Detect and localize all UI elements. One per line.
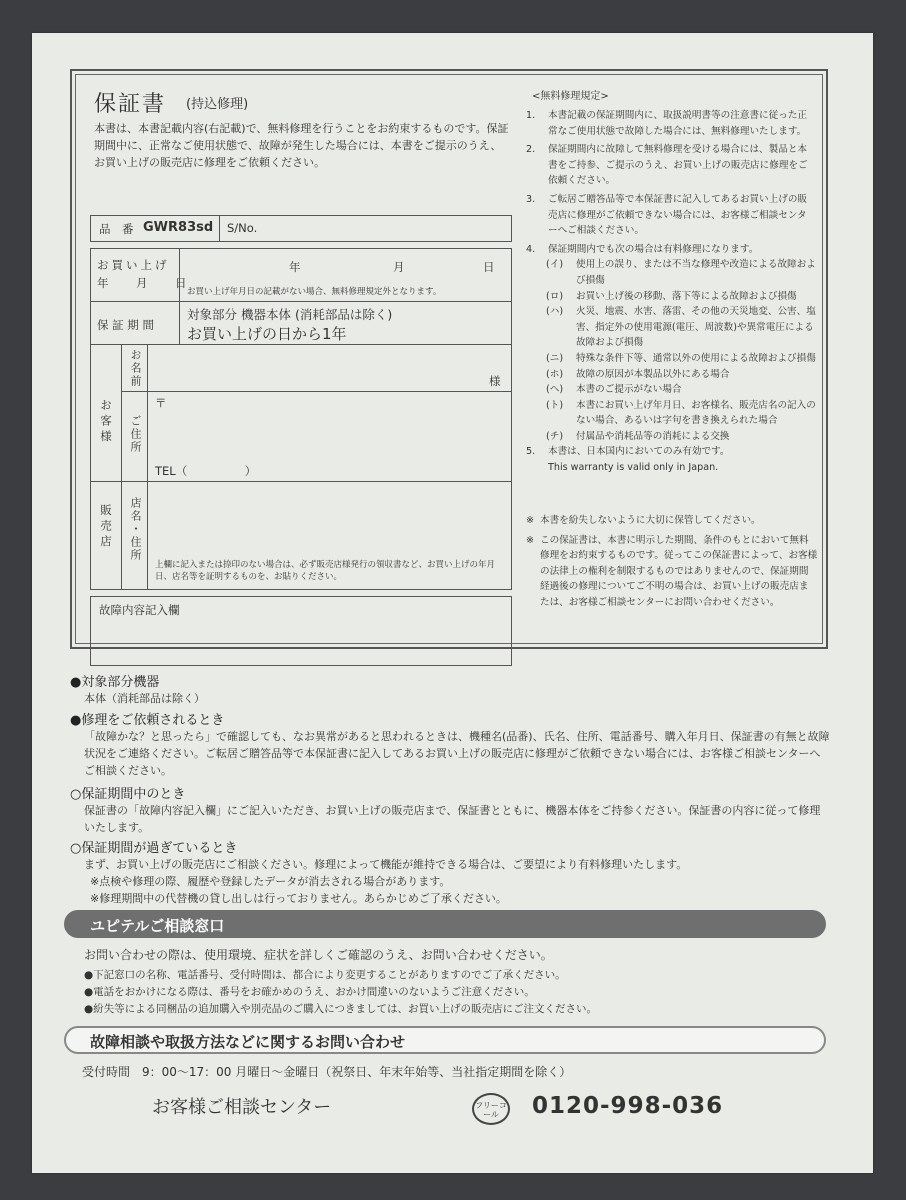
rule-item: 5. 本書は、日本国内においてのみ有効です。 This warranty is valid only in Japan.	[526, 446, 730, 474]
warranty-sheet	[32, 33, 873, 1173]
purchase-date-label: お買い上げ	[97, 258, 170, 272]
rule-item: 4. 保証期間内でも次の場合は有料修理になります。	[526, 243, 759, 255]
date-day: 日	[483, 260, 495, 274]
warranty-card	[70, 69, 828, 649]
date-month: 月	[393, 260, 405, 274]
in-warranty-body: 保証書の「故障内容記入欄」にご記入いただき、お買い上げの販売店まで、保証書とともに、機器本体をご持参ください。保証書の内容に従って修理いたします。	[84, 804, 821, 834]
freecall-icon: フリーコール	[472, 1093, 510, 1125]
period-value: お買い上げの日から1年	[187, 325, 347, 343]
business-hours: 受付時間 9：00～17：00 月曜日～金曜日（祝祭日、年末年始等、当社指定期間を除く）	[82, 1065, 572, 1079]
out-of-warranty-note-1: ※点検や修理の際、履歴や登録したデータが消去される場合があります。	[90, 875, 451, 888]
section-in-warranty	[70, 783, 830, 836]
inquiry-bar	[64, 1026, 826, 1054]
contact-bar-title: ユピテルご相談窓口	[90, 917, 225, 935]
inquiry-bar-title: 故障相談や取扱方法などに関するお問い合わせ	[90, 1033, 406, 1051]
fault-label: 故障内容記入欄	[99, 603, 180, 617]
shop-label: 販売店	[99, 504, 113, 551]
rule-sub-item: (ヘ) 本書のご提示がない場合	[546, 384, 682, 396]
postal-mark: 〒	[155, 396, 167, 410]
model-label: 品 番	[99, 222, 134, 236]
target-parts-body: 本体（消耗部品は除く）	[84, 692, 205, 705]
rule-item: 3. ご転居ご贈答品等で本保証書に記入してあるお買い上げの販売店に修理がご依頼できない場合には、お客様ご相談センターへご相談ください。	[526, 193, 808, 237]
rules-heading: <無料修理規定>	[532, 91, 609, 102]
contact-lead: お問い合わせの際は、使用環境、症状を詳しくご確認のうえ、お問い合わせください。	[84, 948, 553, 962]
section-repair-request	[70, 709, 830, 779]
period-target: 対象部分 機器本体 (消耗部品は除く)	[187, 307, 393, 322]
rule-sub-item: (ハ) 火災、地震、水害、落雷、その他の天災地変、公害、塩害、指定外の使用電源(電圧、周波数)や異常電圧による故障および損傷	[546, 306, 816, 349]
repair-request-title: ●修理をご依頼されるとき	[70, 713, 225, 728]
contact-bullet: ●電話をおかけになる際は、番号をお確かめのうえ、おかけ間違いのないようご注意ください。	[84, 986, 535, 998]
warranty-notes	[526, 513, 818, 611]
model-row	[90, 215, 512, 242]
warranty-type: (持込修理)	[186, 97, 249, 112]
out-of-warranty-note-2: ※修理期間中の代替機の貸し出しは行っておりません。あらかじめご了承ください。	[90, 892, 507, 905]
serial-label: S/No.	[227, 221, 258, 235]
rule-sub-item: (ニ) 特殊な条件下等、通常以外の使用による故障および損傷	[546, 352, 816, 364]
rule-item: 1. 本書記載の保証期間内に、取扱説明書等の注意書に従った正常なご使用状態で故障した場合には、無料修理いたします。	[526, 110, 808, 137]
customer-label: お客様	[99, 399, 113, 446]
phone-number[interactable]: 0120-998-036	[532, 1093, 724, 1119]
contact-bullets	[84, 967, 844, 1018]
repair-request-body: 「故障かな？と思ったら」で確認しても、なお異常があると思われるときは、機種名(品番)、氏名、住所、電話番号、購入年月日、保証書の有無と故障状況をご連絡ください。ご転居ご贈答品等で本保証書に記入してあるお買い上げの販売店に修理がご依頼できない場合には、お客様ご相談センターへご相談ください。	[84, 730, 830, 777]
section-out-of-warranty	[70, 837, 830, 907]
section-target-parts	[70, 671, 830, 707]
honorific: 様	[489, 374, 501, 388]
contact-bullet: ●下記窓口の名称、電話番号、受付時間は、都合により変更することがありますのでご了承ください。	[84, 969, 566, 981]
rules-list	[526, 108, 816, 476]
rule-item: 2. 保証期間内に故障して無料修理を受ける場合には、製品と本書をご持参、ご提示のうえ、お買い上げの販売店に修理をご依頼ください。	[526, 144, 808, 187]
model-value: GWR83sd	[143, 220, 214, 235]
out-of-warranty-body: まず、お買い上げの販売店にご相談ください。修理によって機能が維持できる場合は、ご要望により有料修理いたします。	[84, 858, 688, 871]
name-label: お名前	[129, 349, 142, 388]
warranty-card-inner	[75, 74, 823, 644]
warranty-intro: 本書は、本書記載内容(右記載)で、無料修理を行うことをお約束するものです。保証期間中に、正常なご使用状態で、故障が発生した場合には、本書をご提示のうえ、お買い上げの販売店に修理をご依頼ください。	[94, 122, 509, 169]
out-of-warranty-title: ○保証期間が過ぎているとき	[70, 841, 238, 856]
period-label: 保 証 期 間	[97, 318, 154, 332]
date-year: 年	[289, 260, 301, 274]
purchase-date-label-ymd: 年 月 日	[97, 276, 195, 290]
rule-sub-item: (ホ) 故障の原因が本製品以外にある場合	[546, 368, 730, 380]
tel-field: TEL（ ）	[155, 464, 257, 478]
note-item: ※ 本書を紛失しないように大切に保管してください。	[526, 515, 761, 526]
customer-center: お客様ご相談センター	[152, 1097, 332, 1118]
contact-bar	[64, 910, 826, 938]
rule-sub-item: (ト) 本書にお買い上げ年月日、お客様名、販売店名の記入のない場合、あるいは字句を書き換えられた場合	[546, 399, 816, 427]
shop-name-label: 店名・住所	[129, 497, 142, 562]
date-note: お買い上げ年月日の記載がない場合、無料修理規定外となります。	[187, 287, 442, 297]
note-item: ※ この保証書は、本書に明示した期間、条件のもとにおいて無料修理をお約束するものです。従ってこの保証書によって、お客様の法律上の権利を制限するものではありませんので、保証期間経過後の修理についてご不明の場合は、お買い上げの販売店または、お客様ご相談センターにお問い合わせください。	[526, 534, 818, 608]
warranty-table	[90, 248, 512, 590]
address-label: ご住所	[129, 415, 142, 454]
warranty-title: 保証書	[94, 92, 167, 117]
in-warranty-title: ○保証期間中のとき	[70, 787, 186, 802]
rule-sub-item: (チ) 付属品や消耗品等の消耗による交換	[546, 430, 730, 442]
rule-sub-item: (イ) 使用上の誤り、または不当な修理や改造による故障および損傷	[546, 259, 816, 286]
contact-bullet: ●紛失等による同梱品の追加購入や別売品のご購入につきましては、お買い上げの販売店にご注文ください。	[84, 1003, 597, 1015]
rule-sub-item: (ロ) お買い上げ後の移動、落下等による故障および損傷	[546, 290, 797, 302]
fault-description-box	[90, 596, 512, 666]
target-parts-title: ●対象部分機器	[70, 675, 160, 690]
shop-note: 上欄に記入または捺印のない場合は、必ず販売店様発行の領収書など、お買い上げの年月日、店名等を証明するものを、お貼りください。	[155, 560, 496, 582]
